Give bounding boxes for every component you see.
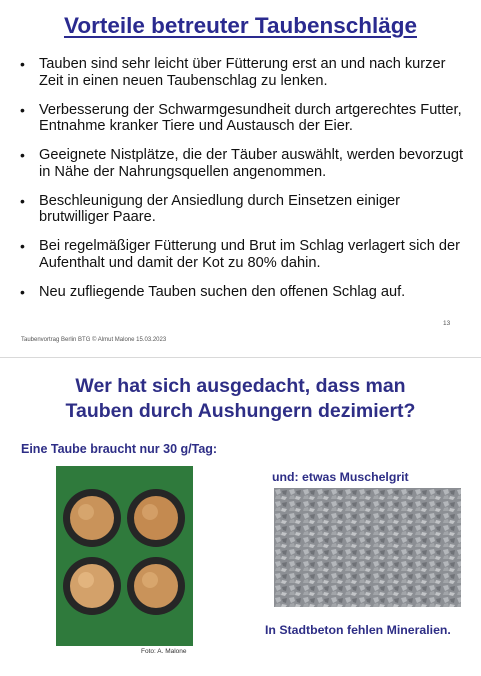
bullet-dot: • <box>20 56 25 72</box>
slide-footer: Taubenvortrag Berlin BTG © Almut Malone 15.03.2023 <box>21 337 167 343</box>
bullet-item <box>20 147 465 180</box>
bowl-top-left <box>63 489 121 547</box>
title-line-2: Tauben durch Aushungern dezimiert? <box>65 400 416 422</box>
grit-texture <box>274 488 461 607</box>
bullet-text: Neu zufliegende Tauben suchen den offenen Schlag auf. <box>39 283 406 300</box>
bullet-dot: • <box>20 192 25 209</box>
photo-credit: Foto: A. Malone <box>141 648 187 655</box>
bullet-item <box>20 56 465 89</box>
bullet-text: Verbesserung der Schwarmgesundheit durch artgerechtes Futter, Entnahme kranker Tiere und Austausch der Eier. <box>39 101 462 135</box>
page-number: 13 <box>443 320 451 327</box>
grit-heading: und: etwas Muschelgrit <box>272 470 409 484</box>
bullet-item <box>20 284 465 301</box>
bullet-list <box>20 56 465 313</box>
bullet-dot: • <box>20 238 25 255</box>
title-line-1: Wer hat sich ausgedacht, dass man <box>75 375 406 397</box>
food-amount-heading: Eine Taube braucht nur 30 g/Tag: <box>21 442 218 456</box>
slide-14 <box>0 358 481 676</box>
bullet-dot: • <box>20 147 25 164</box>
bullet-text: Bei regelmäßiger Fütterung und Brut im Schlag verlagert sich der Aufenthalt und damit der Kot zu 80% dahin. <box>39 238 460 271</box>
shell-grit-photo <box>274 488 461 607</box>
bowl-bottom-right <box>127 557 185 615</box>
bullet-dot: • <box>20 283 25 300</box>
slide-title <box>0 374 481 424</box>
slide-title: Vorteile betreuter Taubenschläge <box>63 13 417 38</box>
bullet-text: Tauben sind sehr leicht über Fütterung erst an und nach kurzer Zeit in einen neuen Taubenschlag zu lenken. <box>39 56 446 89</box>
bowl-bottom-left <box>63 557 121 615</box>
bullet-item <box>20 238 465 271</box>
grain-bowls-photo <box>56 466 193 646</box>
bowl-top-right <box>127 489 185 547</box>
bullet-text: Beschleunigung der Ansiedlung durch Einsetzen einiger brutwilliger Paare. <box>39 192 401 226</box>
bullet-item <box>20 193 465 226</box>
bullet-text: Geeignete Nistplätze, die der Täuber auswählt, werden bevorzugt in Nähe der Nahrungsquellen angenommen. <box>39 147 464 180</box>
bullet-dot: • <box>20 101 25 118</box>
minerals-caption: In Stadtbeton fehlen Mineralien. <box>265 623 451 637</box>
green-mat <box>56 466 193 646</box>
bullet-item <box>20 102 465 135</box>
